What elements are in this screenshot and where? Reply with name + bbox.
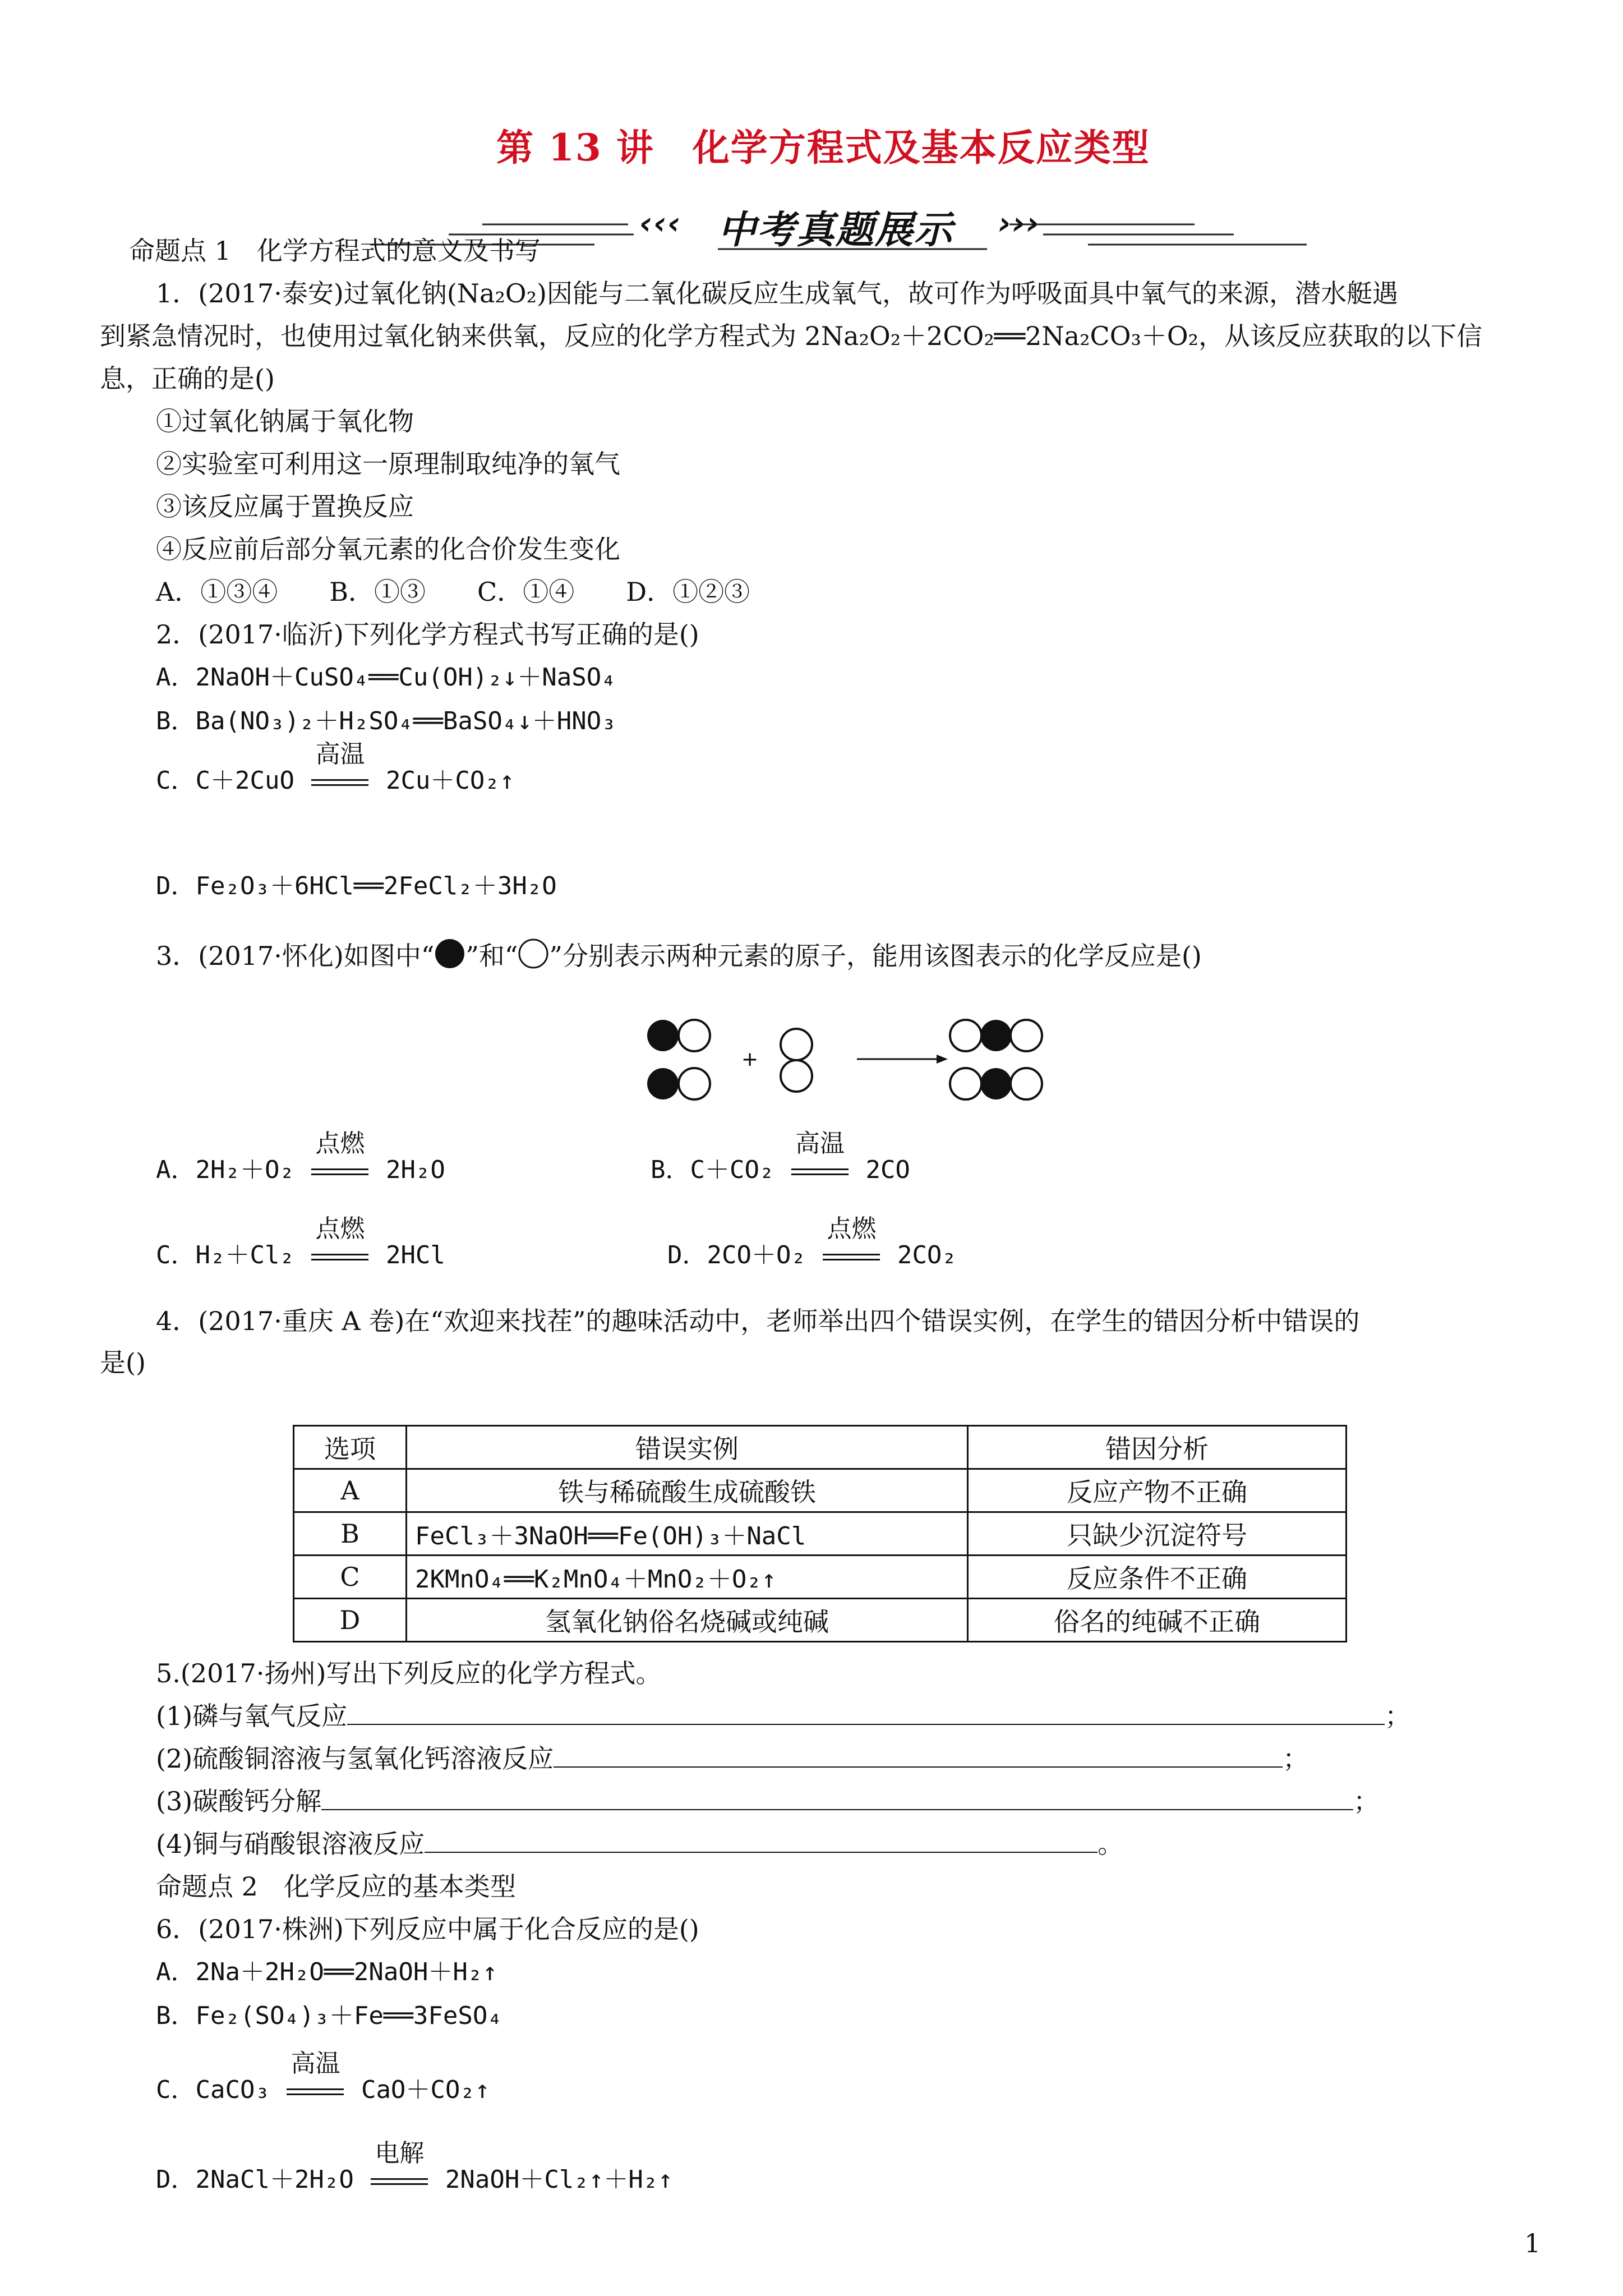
q3-d-left: D．2CO＋O₂	[667, 1241, 806, 1269]
q1-item-1: ①过氧化钠属于氧化物	[156, 406, 414, 436]
reaction-condition-sign	[309, 1129, 371, 1185]
condition-label: 点燃	[315, 1214, 365, 1243]
reaction-condition-sign	[789, 1129, 851, 1185]
q1-item-2: ②实验室可利用这一原理制取纯净的氧气	[156, 449, 620, 479]
q6-c-right: CaO＋CO₂↑	[361, 2076, 490, 2104]
q3-option-d	[667, 1214, 957, 1271]
reaction-condition-sign	[368, 2139, 430, 2195]
q2-option-a: A．2NaOH＋CuSO₄══Cu(OH)₂↓＋NaSO₄	[156, 663, 616, 692]
reaction-diagram	[645, 1010, 1060, 1111]
table-header: 选项	[294, 1426, 407, 1469]
reaction-condition-sign	[309, 740, 371, 796]
table-cell: 反应条件不正确	[968, 1556, 1347, 1599]
q3-option-a	[156, 1129, 445, 1186]
table-row	[294, 1599, 1347, 1642]
q2-option-d: D．Fe₂O₃＋6HCl══2FeCl₂＋3H₂O	[156, 872, 557, 900]
q6-option-c	[156, 2049, 490, 2106]
q1-line1: 1．(2017·泰安)过氧化钠(Na₂O₂)因能与二氧化碳反应生成氧气，故可作为呼吸面具中氧气的来源，潜水艇遇	[156, 278, 1399, 309]
table-cell: D	[294, 1599, 407, 1642]
q1-item-3: ③该反应属于置换反应	[156, 491, 414, 522]
banner-right-arrows: ›››	[998, 205, 1041, 242]
q5-item-3	[156, 1785, 1379, 1818]
q3-a-left: A．2H₂＋O₂	[156, 1156, 294, 1184]
q3-option-c	[156, 1214, 445, 1271]
q3-b-right: 2CO	[865, 1156, 910, 1184]
q5-item-label: (4)铜与硝酸银溶液反应	[156, 1829, 425, 1859]
q4-line2: 是()	[100, 1347, 146, 1378]
condition-label: 点燃	[315, 1129, 365, 1158]
q1-line2: 到紧急情况时，也使用过氧化钠来供氧，反应的化学方程式为 2Na₂O₂＋2CO₂══2Na₂CO₃＋O₂，从该反应获取的以下信	[100, 321, 1483, 351]
q6-option-a: A．2Na＋2H₂O══2NaOH＋H₂↑	[156, 1958, 497, 1986]
table-cell: 氢氧化钠俗名烧碱或纯碱	[407, 1599, 968, 1642]
q6-c-left: C．CaCO₃	[156, 2076, 270, 2104]
q2-option-c	[156, 740, 515, 797]
table-header: 错误实例	[407, 1426, 968, 1469]
q3-stem-b: ”和“	[465, 941, 518, 971]
q5-item-2	[156, 1742, 1308, 1775]
q6-option-d	[156, 2139, 673, 2196]
q2-c-right: 2Cu＋CO₂↑	[385, 766, 515, 795]
q6-option-b: B．Fe₂(SO₄)₃＋Fe══3FeSO₄	[156, 2001, 502, 2030]
reactant-molecule-3	[781, 1029, 812, 1092]
q3-stem	[156, 938, 1202, 972]
black-atom-icon	[434, 938, 465, 969]
q3-b-left: B．C＋CO₂	[651, 1156, 774, 1184]
q2-option-b: B．Ba(NO₃)₂＋H₂SO₄══BaSO₄↓＋HNO₃	[156, 707, 616, 735]
q5-item-end: ；	[1385, 1701, 1411, 1731]
q5-item-label: (2)硫酸铜溶液与氢氧化钙溶液反应	[156, 1743, 554, 1774]
answer-blank[interactable]	[554, 1744, 1283, 1768]
q5-item-end: ；	[1353, 1786, 1380, 1816]
table-cell: 2KMnO₄══K₂MnO₄＋MnO₂＋O₂↑	[407, 1556, 968, 1599]
q3-c-right: 2HCl	[385, 1241, 445, 1269]
answer-blank[interactable]	[425, 1829, 1098, 1853]
q5-item-1	[156, 1700, 1410, 1732]
banner-title: 中考真题展示	[718, 208, 954, 252]
answer-blank[interactable]	[321, 1787, 1353, 1810]
table-row	[294, 1512, 1347, 1556]
page-title: 第 13 讲 化学方程式及基本反应类型	[496, 126, 1150, 169]
q3-stem-a: 3．(2017·怀化)如图中“	[156, 941, 435, 971]
table-header-row	[294, 1426, 1347, 1469]
condition-label: 电解	[375, 2139, 425, 2168]
q3-option-b	[651, 1129, 910, 1186]
page-number: 1	[1524, 2228, 1541, 2258]
condition-label: 高温	[291, 2049, 340, 2078]
reaction-condition-sign	[309, 1214, 371, 1271]
q1-line3: 息，正确的是()	[100, 364, 275, 394]
banner-left-arrows: ‹‹‹	[639, 205, 682, 242]
q5-item-4	[156, 1828, 1123, 1860]
reactant-molecule-2	[647, 1068, 710, 1099]
q5-item-label: (3)碳酸钙分解	[156, 1786, 322, 1816]
condition-label: 高温	[795, 1129, 845, 1158]
plus-sign: +	[741, 1048, 759, 1071]
table-cell: 反应产物不正确	[968, 1469, 1347, 1512]
section-heading-2: 命题点 2 化学反应的基本类型	[156, 1871, 516, 1902]
product-molecule-1	[950, 1020, 1042, 1051]
reaction-condition-sign	[820, 1214, 882, 1271]
q5-item-end: ；	[1283, 1743, 1309, 1774]
q5-stem: 5.(2017·扬州)写出下列反应的化学方程式。	[156, 1658, 662, 1688]
white-atom-icon	[518, 938, 549, 969]
table-cell: 只缺少沉淀符号	[968, 1512, 1347, 1556]
q2-stem: 2．(2017·临沂)下列化学方程式书写正确的是()	[156, 619, 699, 650]
table-row	[294, 1469, 1347, 1512]
reaction-arrow	[857, 1055, 948, 1064]
table-header: 错因分析	[968, 1426, 1347, 1469]
q6-stem: 6．(2017·株洲)下列反应中属于化合反应的是()	[156, 1914, 699, 1944]
q3-d-right: 2CO₂	[897, 1241, 957, 1269]
q3-a-right: 2H₂O	[385, 1156, 445, 1184]
q1-item-4: ④反应前后部分氧元素的化合价发生变化	[156, 534, 620, 564]
q6-d-right: 2NaOH＋Cl₂↑＋H₂↑	[445, 2165, 673, 2194]
condition-label: 点燃	[827, 1214, 877, 1243]
table-cell: FeCl₃＋3NaOH══Fe(OH)₃＋NaCl	[407, 1512, 968, 1556]
q2-c-left: C．C＋2CuO	[156, 766, 294, 795]
table-cell: A	[294, 1469, 407, 1512]
table-row	[294, 1556, 1347, 1599]
section-heading-1: 命题点 1 化学方程式的意义及书写	[129, 236, 541, 266]
table-cell: B	[294, 1512, 407, 1556]
table-cell: 俗名的纯碱不正确	[968, 1599, 1347, 1642]
q6-d-left: D．2NaCl＋2H₂O	[156, 2165, 354, 2194]
reactant-molecule-1	[647, 1020, 710, 1051]
answer-blank[interactable]	[347, 1701, 1385, 1725]
condition-label: 高温	[315, 740, 365, 769]
q1-options: A．①③④ B．①③ C．①④ D．①②③	[156, 577, 750, 607]
q3-c-left: C．H₂＋Cl₂	[156, 1241, 294, 1269]
q4-line1: 4．(2017·重庆 A 卷)在“欢迎来找茬”的趣味活动中，老师举出四个错误实例，在学生的错因分析中错误的	[156, 1306, 1360, 1336]
error-analysis-table	[293, 1425, 1347, 1642]
table-cell: C	[294, 1556, 407, 1599]
q5-item-end: 。	[1098, 1829, 1124, 1859]
product-molecule-2	[950, 1068, 1042, 1099]
q5-item-label: (1)磷与氧气反应	[156, 1701, 348, 1731]
table-cell: 铁与稀硫酸生成硫酸铁	[407, 1469, 968, 1512]
q3-stem-c: ”分别表示两种元素的原子，能用该图表示的化学反应是()	[549, 941, 1202, 971]
reaction-condition-sign	[284, 2049, 346, 2105]
